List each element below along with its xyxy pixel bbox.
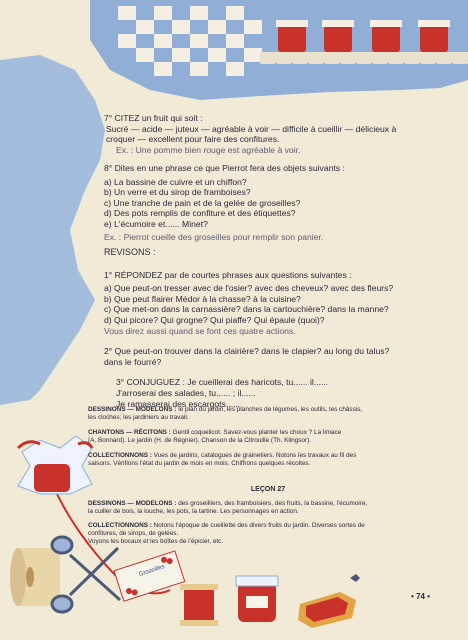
revisons-heading: REVISONS : [104,247,156,257]
activities-collec-text1: Vues de jardins, catalogues de grainetiers. Notons les travaux au fil des [151,452,357,459]
revisons-q3-line3: Je ramasserai des escargots...... [116,398,241,409]
revisons-q3-line2: J'arroserai des salades, tu...... ; il...... [116,387,256,398]
exercise-8 [104,163,444,242]
revisons-q1-item: b) Que peut flairer Médor à la chasse? à la cuisine? [104,293,301,304]
activities-block [88,406,448,468]
activities-chantons-text2: (A. Bonnard). Le jardin (H. de Régnier). Chanson de la Citrouille (Th. Klingsor). [88,437,312,444]
revisons-q1-heading: 1° RÉPONDEZ par de courtes phrases aux questions suivantes : [104,269,352,280]
revisons-section [104,247,444,409]
activities-dessins-text2: les cloches; les jardiniers au travail. [88,414,189,421]
exercise-8-item: a) La bassine de cuivre et un chiffon? [104,176,247,187]
revisons-q2-line1: 2° Que peut-on trouver dans la clairière? dans le clapier? au long du talus? [104,346,390,357]
revisons-q3-line1: 3° CONJUGUEZ : Je cueillerai des haricots, tu...... il...... [116,377,329,388]
activities-collec-text2: saisons. Vérifions l'état du jardin de mois en mois. Chiffrons quelques récoltes. [88,460,311,467]
activities-chantons-label: CHANTONS — RÉCITONS : [88,429,171,436]
lesson-collec-text2: confitures, de sirops, de gelées. [88,530,179,537]
groseilles-label-text: Groseilles [138,564,166,578]
exercise-7-example: Ex. : Une pomme bien rouge est agréable à voir. [116,144,301,155]
exercise-8-example: Ex. : Pierrot cueille des groseilles pour remplir son panier. [104,231,324,242]
revisons-q1-item: c) Que met-on dans la carnassière? dans la cartouchière? dans la manne? [104,304,389,315]
lesson-title: LEÇON 27 [250,486,286,493]
page-number: • 74 • [411,592,430,601]
lesson-collec-text3: Voyons les bocaux et les boîtes de l'épicier, etc. [88,538,224,545]
lesson-collec-label: COLLECTIONNONS : [88,522,152,529]
exercise-7-line1: Sucré — acide — juteux — agréable à voir — difficile à cueillir — délicieux à [106,123,397,134]
exercise-8-item: b) Un verre et du sirop de framboises? [104,187,251,198]
lesson-dessins [88,500,448,508]
exercise-8-item: d) Des pots remplis de confiture et des étiquettes? [104,208,296,219]
exercise-8-item: c) Une tranche de pain et de la gelée de groseilles? [104,197,301,208]
lesson-collec [88,522,448,530]
lesson-dessins-text2: la cuiller de bois, la louche, les pots, la tartine. Les personnages en action. [88,508,299,515]
lesson-dessins-label: DESSINONS — MODELONS : [88,500,177,507]
activities-chantons-text1: Gentil coquelicot. Savez-vous planter les choux ? La limace [170,429,342,436]
lesson-27-block [88,486,448,546]
activities-dessins-text1: le plan du jardin, les planches de légumes, les outils, les châssis, [176,406,363,413]
revisons-q1-item: d) Qui picore? Qui grogne? Qui piaffe? Qui épaule (quoi)? [104,314,325,325]
activities-collec [88,452,448,460]
activities-collec-label: COLLECTIONNONS : [88,452,152,459]
revisons-q1-note: Vous direz aussi quand se font ces quatre actions. [104,325,296,336]
lesson-dessins-text1: des groseilliers, des framboisiers, des fruits, la bassine, l'écumoire, [176,500,368,507]
exercise-7-line2: croquer — excellent pour faire des confitures. [106,134,280,145]
exercise-8-heading: 8° Dites en une phrase ce que Pierrot fera des objets suivants : [104,163,345,173]
activities-dessins-label: DESSINONS — MODELONS : [88,406,177,413]
exercise-7 [104,113,444,155]
blue-cloth-illustration [0,55,105,405]
activities-dessins [88,406,448,414]
exercise-8-item: e) L'écumoire et...... Minet? [104,218,208,229]
activities-chantons [88,429,448,437]
revisons-q2-line2: dans le fourré? [104,356,162,367]
lesson-collec-text1: Notons l'époque de cueillette des divers fruits du jardin. Diverses sortes de [151,522,365,529]
revisons-q1-item: a) Que peut-on tresser avec de l'osier? avec des cheveux? avec des fleurs? [104,283,394,294]
exercise-7-heading: 7° CITEZ un fruit qui soit : [104,113,203,123]
